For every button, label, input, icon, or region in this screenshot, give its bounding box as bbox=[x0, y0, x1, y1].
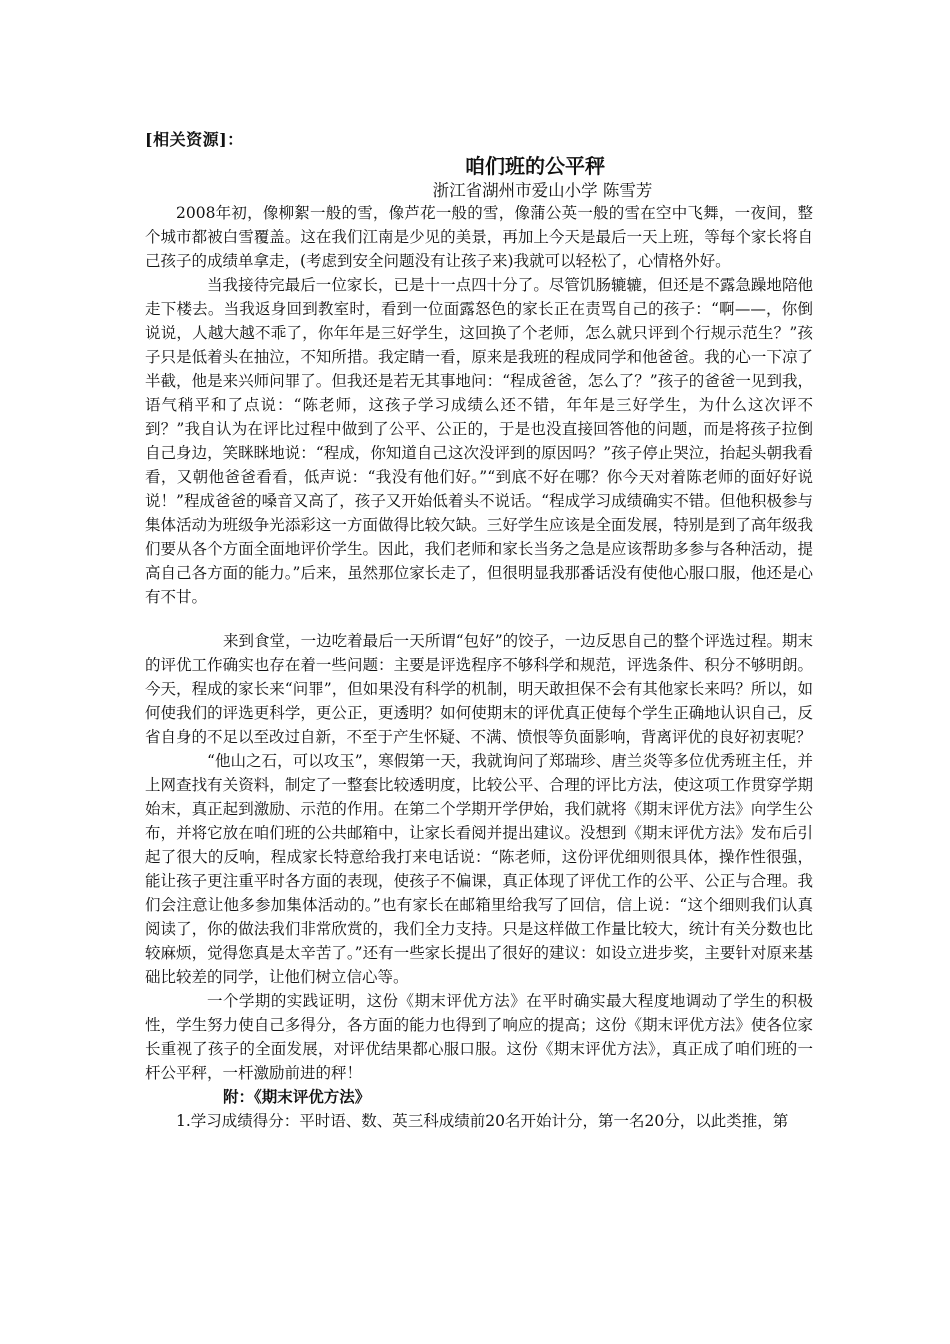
paragraph-intro: 2008年初，像柳絮一般的雪，像芦花一般的雪，像蒲公英一般的雪在空中飞舞，一夜间，整个城市都被白雪覆盖。这在我们江南是少见的美景，再加上今天是最后一天上班，等每个家长将自己孩子的成绩单拿走，(考虑到安全问题没有让孩子来)我就可以轻松了，心情格外好。 bbox=[145, 204, 813, 270]
article-body bbox=[145, 201, 813, 1133]
paragraph-conclusion: 一个学期的实践证明，这份《期末评优方法》在平时确实最大程度地调动了学生的积极性，学生努力使自己多得分，各方面的能力也得到了响应的提高；这份《期末评优方法》使各位家长重视了孩子的全面发展，对评优结果都心服口服。这份《期末评优方法》，真正成了咱们班的一杆公平秤，一杆激励前进的秤！ bbox=[145, 992, 813, 1082]
author-byline: 浙江省湖州市爱山小学 陈雪芳 bbox=[432, 181, 653, 200]
rule-item-1: 1.学习成绩得分：平时语、数、英三科成绩前20名开始计分，第一名20分，以此类推，第 bbox=[176, 1112, 789, 1130]
article-title: 咱们班的公平秤 bbox=[465, 154, 605, 178]
section-label: [相关资源]： bbox=[145, 130, 244, 149]
paragraph-new-method: “他山之石，可以攻玉”，寒假第一天，我就询问了郑瑞珍、唐兰炎等多位优秀班主任，并上网查找有关资料，制定了一整套比较透明度，比较公平、合理的评比方法，使这项工作贯穿学期始末，真正起到激励、示范的作用。在第二个学期开学伊始，我们就将《期末评优方法》向学生公布，并将它放在咱们班的公共邮箱中，让家长看阅并提出建议。没想到《期末评优方法》发布后引起了很大的反响，程成家长特意给我打来电话说：“陈老师，这份评优细则很具体，操作性很强，能让孩子更注重平时各方面的表现，使孩子不偏课，真正体现了评优工作的公平、公正与合理。我们会注意让他多参加集体活动的。”也有家长在邮箱里给我写了回信，信上说：“这个细则我们认真阅读了，你的做法我们非常欣赏的，我们全力支持。只是这样做工作量比较大，统计有关分数也比较麻烦，觉得您真是太辛苦了。”还有一些家长提出了很好的建议：如设立进步奖，主要针对原来基础比较差的同学，让他们树立信心等。 bbox=[145, 752, 813, 986]
paragraph-reflection: 来到食堂，一边吃着最后一天所谓“包好”的饺子，一边反思自己的整个评选过程。期末的评优工作确实也存在着一些问题：主要是评选程序不够科学和规范，评选条件、积分不够明朗。今天，程成的家长来“问罪”，但如果没有科学的机制，明天敢担保不会有其他家长来吗？所以，如何使我们的评选更科学，更公正，更透明？如何使期末的评优真正使每个学生正确地认识自己，反省自身的不足以至改过自新，不至于产生怀疑、不满、愤恨等负面影响，背离评优的良好初衷呢？ bbox=[145, 632, 813, 746]
paragraph-spacer bbox=[145, 609, 813, 629]
appendix-heading: 附：《期末评优方法》 bbox=[223, 1087, 371, 1106]
paragraph-parent-visit: 当我接待完最后一位家长，已是十一点四十分了。尽管饥肠辘辘，但还是不露急躁地陪他走下楼去。当我返身回到教室时，看到一位面露怒色的家长正在责骂自己的孩子：“啊——，你倒说说，人越大越不乖了，你年年是三好学生，这回换了个老师，怎么就只评到个行规示范生？”孩子只是低着头在抽泣，不知所措。我定睛一看，原来是我班的程成同学和他爸爸。我的心一下凉了半截，他是来兴师问罪了。但我还是若无其事地问：“程成爸爸，怎么了？”孩子的爸爸一见到我，语气稍平和了点说：“陈老师，这孩子学习成绩么还不错，年年是三好学生，为什么这次评不到？”我自认为在评比过程中做到了公平、公正的，于是也没直接回答他的问题，而是将孩子拉倒自己身边，笑眯眯地说：“程成，你知道自己这次没评到的原因吗？”孩子停止哭泣，抬起头朝我看看，又朝他爸爸看看，低声说：“我没有他们好。”“到底不好在哪？你今天对着陈老师的面好好说说！”程成爸爸的嗓音又高了，孩子又开始低着头不说话。“程成学习成绩确实不错。但他积极参与集体活动为班级争光添彩这一方面做得比较欠缺。三好学生应该是全面发展，特别是到了高年级我们要从各个方面全面地评价学生。因此，我们老师和家长当务之急是应该帮助多参与各种活动，提高自己各方面的能力。”后来，虽然那位家长走了，但很明显我那番话没有使他心服口服，他还是心有不甘。 bbox=[145, 276, 813, 606]
